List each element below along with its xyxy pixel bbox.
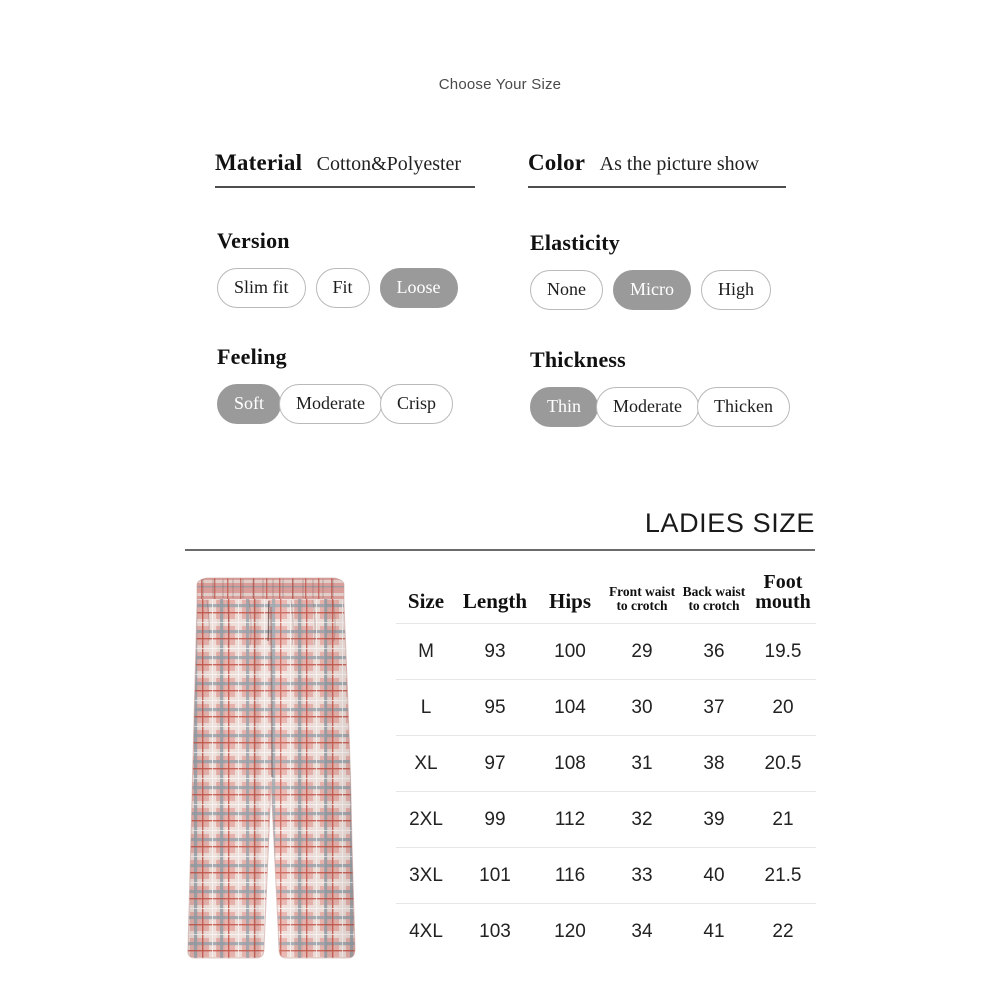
size-table-head — [396, 572, 816, 623]
feeling-options — [217, 384, 453, 424]
col-header-front-waist-to-crotch — [606, 572, 678, 623]
back-waist-line2: to crotch — [688, 598, 740, 614]
version-option-slim-fit[interactable]: Slim fit — [217, 268, 306, 308]
cell-length: 95 — [484, 696, 506, 718]
cell-back-waist: 39 — [703, 808, 725, 830]
cell-length: 103 — [479, 920, 511, 942]
thickness-option-moderate[interactable]: Moderate — [596, 387, 699, 427]
cell-length: 93 — [484, 640, 506, 662]
spec-group-thickness — [530, 347, 790, 427]
material-label: Material — [215, 150, 303, 175]
table-header-row — [396, 572, 816, 623]
back-waist-line1: Back waist — [682, 584, 746, 600]
color-row — [528, 150, 786, 188]
col-header-hips: Hips — [548, 589, 592, 614]
pants-fabric — [183, 567, 358, 962]
spec-group-version — [217, 228, 458, 308]
cell-size: 4XL — [409, 920, 443, 942]
elasticity-option-none[interactable]: None — [530, 270, 603, 310]
cell-size: XL — [414, 752, 438, 774]
col-header-back-waist-to-crotch — [678, 572, 750, 623]
color-label: Color — [528, 150, 586, 175]
page-title: Choose Your Size — [438, 76, 562, 93]
cell-front-waist: 29 — [631, 640, 653, 662]
elasticity-option-high[interactable]: High — [701, 270, 771, 310]
thickness-option-thin[interactable]: Thin — [530, 387, 598, 427]
cell-size: M — [418, 640, 434, 662]
cell-hips: 104 — [554, 696, 586, 718]
cell-front-waist: 32 — [631, 808, 653, 830]
cell-hips: 120 — [554, 920, 586, 942]
cell-foot-mouth: 21.5 — [764, 864, 802, 886]
elasticity-title: Elasticity — [530, 230, 620, 255]
spec-section — [0, 150, 1000, 470]
cell-size: L — [420, 696, 432, 718]
table-row — [396, 735, 816, 791]
material-value: Cotton&Polyester — [316, 153, 462, 175]
cell-front-waist: 33 — [631, 864, 653, 886]
col-header-foot-mouth — [750, 572, 816, 623]
version-title: Version — [217, 228, 290, 253]
cell-length: 101 — [479, 864, 511, 886]
color-value: As the picture show — [599, 153, 760, 175]
feeling-title: Feeling — [217, 344, 287, 369]
spec-row-color — [528, 150, 786, 188]
cell-front-waist: 30 — [631, 696, 653, 718]
cell-foot-mouth: 20 — [772, 696, 794, 718]
version-option-loose[interactable]: Loose — [380, 268, 458, 308]
cell-hips: 116 — [554, 864, 586, 886]
thickness-options — [530, 387, 790, 427]
feeling-option-moderate[interactable]: Moderate — [279, 384, 382, 424]
table-row — [396, 791, 816, 847]
cell-size: 2XL — [409, 808, 443, 830]
product-image-plaid-pajama-pants — [183, 567, 358, 962]
pants-illustration — [183, 567, 358, 962]
cell-foot-mouth: 22 — [772, 920, 794, 942]
cell-back-waist: 37 — [703, 696, 725, 718]
foot-mouth-line2: mouth — [755, 591, 811, 614]
section-divider — [185, 549, 815, 551]
version-option-fit[interactable]: Fit — [316, 268, 370, 308]
cell-foot-mouth: 19.5 — [764, 640, 802, 662]
cell-hips: 100 — [554, 640, 586, 662]
foot-mouth-line1: Foot — [763, 571, 803, 593]
spec-row-material — [215, 150, 475, 188]
cell-foot-mouth: 21 — [772, 808, 794, 830]
cell-length: 99 — [484, 808, 506, 830]
size-section-heading: LADIES SIZE — [644, 508, 815, 538]
col-header-size: Size — [407, 589, 445, 614]
front-waist-line1: Front waist — [608, 584, 676, 600]
cell-back-waist: 36 — [703, 640, 725, 662]
spec-group-feeling — [217, 344, 453, 424]
table-row — [396, 903, 816, 959]
material-row — [215, 150, 475, 188]
version-options — [217, 268, 458, 308]
elasticity-option-micro[interactable]: Micro — [613, 270, 691, 310]
size-table — [396, 572, 816, 959]
cell-hips: 108 — [554, 752, 586, 774]
cell-front-waist: 34 — [631, 920, 653, 942]
cell-front-waist: 31 — [631, 752, 653, 774]
col-header-length: Length — [462, 589, 528, 614]
cell-hips: 112 — [554, 808, 586, 830]
spec-group-elasticity — [530, 230, 771, 310]
cell-size: 3XL — [409, 864, 443, 886]
cell-length: 97 — [484, 752, 506, 774]
front-waist-line2: to crotch — [616, 598, 668, 614]
table-row — [396, 847, 816, 903]
feeling-option-soft[interactable]: Soft — [217, 384, 281, 424]
feeling-option-crisp[interactable]: Crisp — [380, 384, 453, 424]
elasticity-options — [530, 270, 771, 310]
table-row — [396, 679, 816, 735]
thickness-title: Thickness — [530, 347, 626, 372]
size-table-body — [396, 623, 816, 959]
cell-back-waist: 40 — [703, 864, 725, 886]
thickness-option-thicken[interactable]: Thicken — [697, 387, 790, 427]
cell-back-waist: 38 — [703, 752, 725, 774]
cell-back-waist: 41 — [703, 920, 725, 942]
cell-foot-mouth: 20.5 — [764, 752, 802, 774]
table-row — [396, 623, 816, 679]
